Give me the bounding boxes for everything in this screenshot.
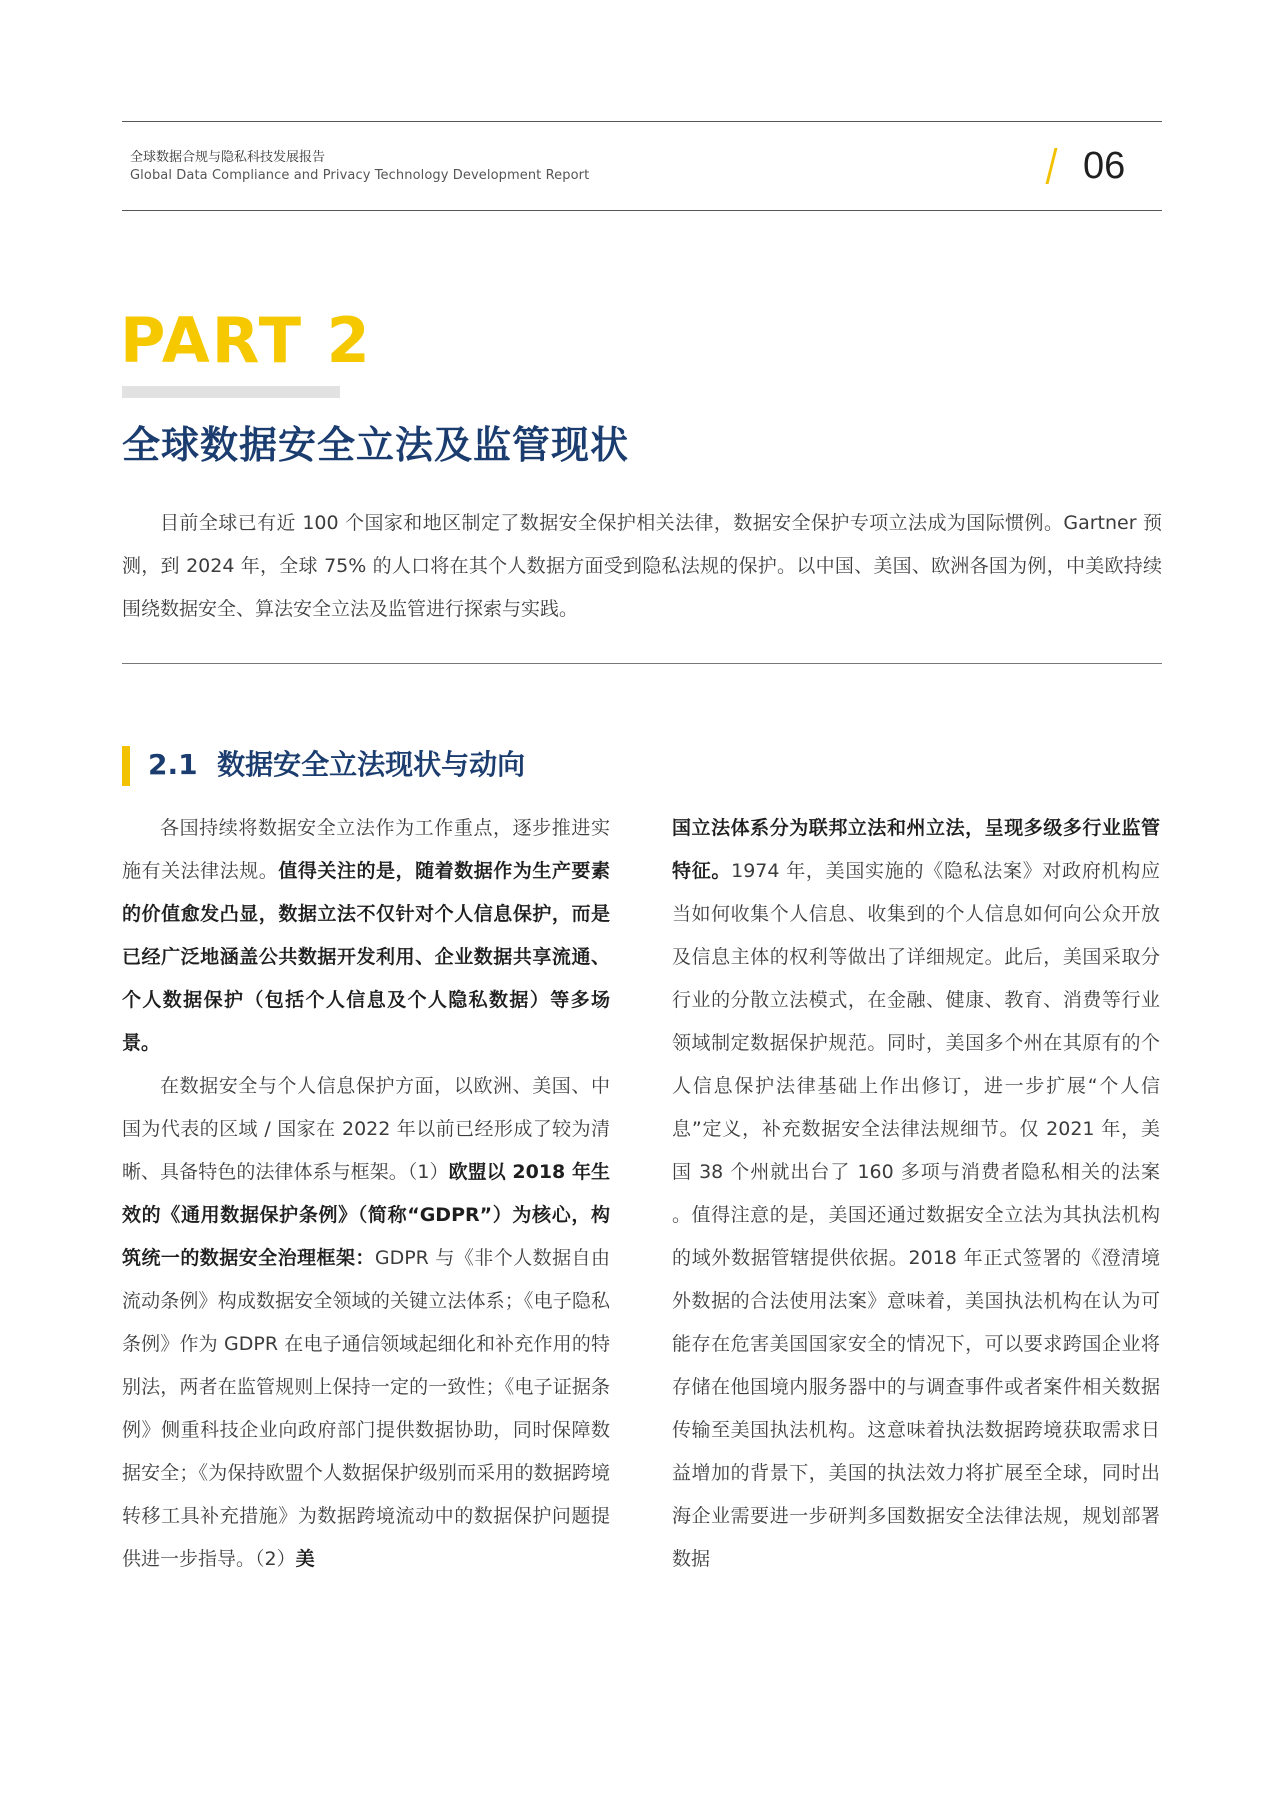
section-heading bbox=[148, 744, 525, 786]
text-emphasis: 美 bbox=[295, 1548, 315, 1570]
section-accent-bar bbox=[122, 746, 130, 786]
text-emphasis: 值得关注的是，随着数据作为生产要素的价值愈发凸显，数据立法不仅针对个人信息保护，而是已经广泛地涵盖公共数据开发利用、企业数据共享流通、个人数据保护（包括个人信息及个人隐私数据）等多场景。 bbox=[122, 860, 610, 1054]
part-label: PART 2 bbox=[120, 304, 372, 377]
part-underline bbox=[122, 386, 340, 398]
intro-text: 目前全球已有近 100 个国家和地区制定了数据安全保护相关法律，数据安全保护专项立法成为国际惯例。Gartner 预测，到 2024 年，全球 75% 的人口将在其个人数据方面受到隐私法规的保护。以中国、美国、欧洲各国为例，中美欧持续围绕数据安全、算法安全立法及监管进行探索与实践。 bbox=[122, 512, 1162, 620]
text-emphasis: 欧盟以 2018 年生效的《通用数据保护条例》（简称“GDPR”）为核心，构筑统一的数据安全治理框架： bbox=[122, 1161, 610, 1269]
header-top-rule bbox=[122, 121, 1162, 122]
page-number-accent bbox=[1046, 148, 1058, 184]
right-paragraph bbox=[672, 807, 1160, 1581]
text-normal: 在数据安全与个人信息保护方面，以欧洲、美国、中国为代表的区域 / 国家在 2022 年以前已经形成了较为清晰、具备特色的法律体系与框架。（1） bbox=[122, 1075, 610, 1183]
text-normal: 1974 年，美国实施的《隐私法案》对政府机构应当如何收集个人信息、收集到的个人信息如何向公众开放及信息主体的权利等做出了详细规定。此后，美国采取分行业的分散立法模式，在金融、健康、教育、消费等行业领域制定数据保护规范。同时，美国多个州在其原有的个人信息保护法律基础上作出修订，进一步扩展“个人信息”定义，补充数据安全法律法规细节。仅 2021 年，美国 38 个州就出台了 160 多项与消费者隐私相关的法案 。值得注意的是，美国还通过数据安全立法为其执法机构的域外数据管辖提供依据。2018 年正式签署的《澄清境外数据的合法使用法案》意味着，美国执法机构在认为可能存在危害美国国家安全的情况下，可以要求跨国企业将存储在他国境内服务器中的与调查事件或者案件相关数据传输至美国执法机构。这意味着执法数据跨境获取需求日益增加的背景下，美国的执法效力将扩展至全球，同时出海企业需要进一步研判多国数据安全法律法规，规划部署数据 bbox=[672, 860, 1160, 1570]
left-column bbox=[122, 807, 610, 1581]
section-title: 数据安全立法现状与动向 bbox=[217, 748, 526, 781]
report-title-en: Global Data Compliance and Privacy Technology Development Report bbox=[130, 168, 590, 183]
right-column bbox=[672, 807, 1160, 1581]
left-paragraph-2 bbox=[122, 1065, 610, 1581]
left-paragraph-1 bbox=[122, 807, 610, 1065]
section-separator bbox=[122, 663, 1162, 664]
header-bottom-rule bbox=[122, 210, 1162, 211]
text-emphasis: 国立法体系分为联邦立法和州立法，呈现多级多行业监管特征。 bbox=[672, 817, 1160, 882]
text-normal: GDPR 与《非个人数据自由流动条例》构成数据安全领域的关键立法体系；《电子隐私条例》作为 GDPR 在电子通信领域起细化和补充作用的特别法，两者在监管规则上保持一定的一致性；《电子证据条例》侧重科技企业向政府部门提供数据协助，同时保障数据安全；《为保持欧盟个人数据保护级别而采用的数据跨境转移工具补充措施》为数据跨境流动中的数据保护问题提供进一步指导。（2） bbox=[122, 1247, 610, 1570]
report-title-cn: 全球数据合规与隐私科技发展报告 bbox=[130, 150, 326, 165]
text-normal: 各国持续将数据安全立法作为工作重点，逐步推进实施有关法律法规。 bbox=[122, 817, 610, 882]
chapter-title: 全球数据安全立法及监管现状 bbox=[122, 423, 630, 467]
page-number: 06 bbox=[1083, 145, 1126, 187]
section-number: 2.1 bbox=[148, 748, 198, 781]
intro-paragraph bbox=[122, 502, 1162, 631]
